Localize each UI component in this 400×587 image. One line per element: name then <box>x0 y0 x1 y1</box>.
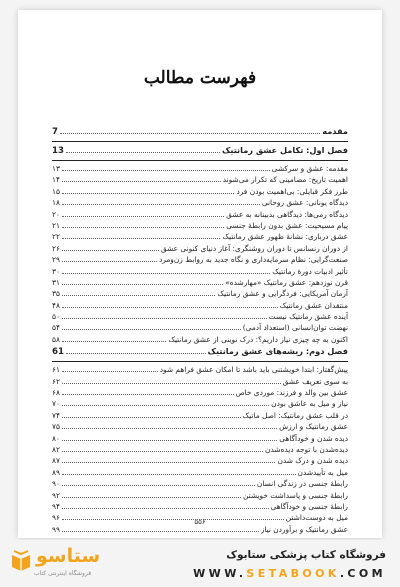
toc-page-number: ۸۰ <box>52 433 60 443</box>
toc-page-number: ۵۸ <box>52 334 60 344</box>
dot-leader <box>66 152 220 153</box>
dot-leader <box>60 133 320 134</box>
toc-entry-title: رابطهٔ جنسی و خودآگاهی <box>270 501 348 511</box>
toc-entry-title: مقدمه <box>322 126 348 136</box>
toc-entry-title: رابطهٔ جنسی و پاسداشت خویشتن <box>243 490 348 500</box>
page-number: ۵۵۶ <box>194 518 206 526</box>
toc-row[interactable] <box>52 198 348 209</box>
store-name: فروشگاه کتاب پزشکی ستابوک <box>226 549 386 561</box>
toc-entry-title: از دوران رنسانس تا دوران روشنگری: آغاز دنیای کنونی عشق <box>160 243 348 253</box>
toc-page-number: ۴۸ <box>52 300 60 310</box>
toc-row[interactable] <box>52 312 348 323</box>
toc-page-number: ۲۲ <box>52 232 60 242</box>
toc-page-number: ۲۹ <box>52 255 60 265</box>
logo-wordmark: ستاسو <box>36 545 101 567</box>
dot-leader <box>62 474 296 475</box>
dot-leader <box>62 318 267 319</box>
toc-page-number: ۳۰ <box>52 266 60 276</box>
toc-row[interactable] <box>52 491 348 502</box>
dot-leader <box>62 497 241 498</box>
toc-entry-title: مقدمه: عشق و سرکشی <box>271 164 348 173</box>
toc-row[interactable] <box>52 244 348 255</box>
dot-leader <box>62 204 260 205</box>
toc-entry-title: میل به دوست‌داشتن <box>285 513 348 523</box>
store-logo[interactable] <box>10 545 101 583</box>
dot-leader <box>62 341 166 342</box>
dot-leader <box>62 295 215 296</box>
toc-row[interactable] <box>52 255 348 266</box>
toc-row[interactable] <box>52 525 348 536</box>
toc-page-number: ۷۵ <box>52 422 60 432</box>
toc-page-number: ۲۰ <box>52 209 60 219</box>
table-of-contents <box>52 126 348 536</box>
toc-page-number: ۵۴ <box>52 323 60 333</box>
toc-entry-title: آرمان آمریکایی: فردگرایی و عشق رمانتیک <box>217 289 348 299</box>
url-prefix: WWW. <box>193 567 247 580</box>
dot-leader <box>62 193 234 194</box>
toc-page-number: ۹۲ <box>52 490 60 500</box>
toc-row[interactable] <box>52 388 348 399</box>
toc-row[interactable] <box>52 399 348 410</box>
dot-leader <box>62 451 263 452</box>
toc-page-number: ۷۴ <box>52 410 60 420</box>
toc-entry-title: دیدگاه یونانی: عشق روحانی <box>261 198 348 208</box>
toc-page-number: ۲۱ <box>52 220 60 230</box>
section-divider <box>52 160 348 161</box>
dot-leader <box>62 440 277 441</box>
toc-page-number: ۶۱ <box>52 365 60 375</box>
toc-page-number: ۹۶ <box>52 513 60 523</box>
toc-row[interactable] <box>52 221 348 232</box>
toc-entry-title: دیده‌شدن با توجه دیده‌شدن <box>265 444 348 454</box>
toc-page-number: ۲۶ <box>52 243 60 253</box>
store-footer <box>0 540 400 587</box>
toc-chapter-row[interactable] <box>52 126 348 139</box>
toc-row[interactable] <box>52 456 348 467</box>
toc-entry-title: میل به تأییدشدن <box>297 467 348 477</box>
dot-leader <box>62 405 269 406</box>
toc-entry-title: اهمیت تاریخ: مضامینی که تکرار می‌شوند <box>222 175 348 185</box>
toc-page-number: ۹۰ <box>52 479 60 489</box>
toc-page-number: 61 <box>52 347 64 358</box>
toc-row[interactable] <box>52 479 348 490</box>
toc-row[interactable] <box>52 187 348 198</box>
section-divider <box>52 141 348 142</box>
dot-leader <box>62 417 241 418</box>
toc-entry-title: عشق بین والد و فرزند: موردی خاص <box>235 388 348 398</box>
toc-entry-title: صنعت‌گرایی: نظام سرمایه‌داری و نگاه جدید به روابط زن‌ومرد <box>158 255 348 265</box>
toc-page-number: 13 <box>52 146 64 156</box>
toc-entry-title: دیدگاه رمی‌ها: دیدگاهی بدبینانه به عشق <box>226 209 348 219</box>
toc-entry-title: به سوی تعریف عشق <box>282 376 348 386</box>
toc-entry-title: آینده عشق رمانتیک نیست <box>268 312 348 322</box>
toc-row[interactable] <box>52 323 348 334</box>
logo-subtitle: فروشگاه اینترنتی کتاب <box>34 570 92 577</box>
toc-entry-title: عشق درباری: نشانهٔ ظهور عشق رمانتیک <box>222 232 348 242</box>
toc-page-number: ۱۸ <box>52 198 60 208</box>
toc-entry-title: قرن نوزدهم: عشق رمانتیک «مهارشده» <box>225 277 348 287</box>
dot-leader <box>62 216 224 217</box>
dot-leader <box>62 238 220 239</box>
book-page <box>18 10 382 538</box>
toc-row[interactable] <box>52 422 348 433</box>
toc-entry-title: رابطهٔ جنسی در زندگی انسان <box>256 479 348 489</box>
toc-entry-title: در قلب عشق رمانتیک: اصل ماتیک <box>242 410 348 420</box>
toc-page-number: ۵۰ <box>52 312 60 322</box>
dot-leader <box>62 284 223 285</box>
dot-leader <box>62 371 158 372</box>
toc-row[interactable] <box>52 289 348 300</box>
toc-row[interactable] <box>52 377 348 388</box>
toc-entry-title: فصل اول: تکامل عشق رمانتیک <box>221 145 348 155</box>
dot-leader <box>62 170 270 171</box>
toc-row[interactable] <box>52 164 348 175</box>
toc-entry-title: پیام مسیحیت: عشق بدون رابطهٔ جنسی <box>226 220 348 230</box>
toc-page-number: ۹۴ <box>52 501 60 511</box>
toc-page-number: ۳۱ <box>52 277 60 287</box>
book-icon <box>10 549 32 571</box>
toc-entry-title: اکنون به چه چیزی نیاز داریم؟: درک نوینی از عشق رمانتیک <box>168 334 348 344</box>
url-brand: SETABOOK <box>246 567 340 580</box>
toc-entry-title: دیده شدن و خودآگاهی <box>279 433 348 443</box>
dot-leader <box>62 307 278 308</box>
url-suffix: .COM <box>339 567 386 580</box>
toc-entry-title: عشق رمانتیک و برآوردن نیاز <box>260 524 348 534</box>
toc-page-number: ۶۸ <box>52 388 60 398</box>
dot-leader <box>62 181 221 182</box>
toc-row[interactable] <box>52 232 348 243</box>
toc-row[interactable] <box>52 411 348 422</box>
toc-page-number: ۸۲ <box>52 444 60 454</box>
dot-leader <box>62 329 241 330</box>
toc-entry-title: دیده شدن و درک شدن <box>277 456 348 466</box>
toc-row[interactable] <box>52 365 348 376</box>
section-divider <box>52 361 348 362</box>
dot-leader <box>62 394 234 395</box>
toc-row[interactable] <box>52 267 348 278</box>
toc-row[interactable] <box>52 445 348 456</box>
toc-page-number: ۹۹ <box>52 524 60 534</box>
toc-chapter-row[interactable] <box>52 145 348 158</box>
toc-row[interactable] <box>52 278 348 289</box>
toc-row[interactable] <box>52 434 348 445</box>
dot-leader <box>62 273 270 274</box>
page-title: فهرست مطالب <box>143 68 257 88</box>
toc-page-number: ۱۵ <box>52 186 60 196</box>
dot-leader <box>62 508 269 509</box>
toc-row[interactable] <box>52 210 348 221</box>
toc-page-number: ۶۲ <box>52 376 60 386</box>
toc-entry-title: فصل دوم: ریشه‌های عشق رمانتیک <box>207 346 348 357</box>
toc-page-number: ۷۰ <box>52 399 60 409</box>
toc-row[interactable] <box>52 175 348 186</box>
store-url[interactable] <box>193 567 386 580</box>
toc-entry-title: تأثیر ادبیات دورهٔ رمانتیک <box>272 266 348 276</box>
toc-row[interactable] <box>52 502 348 513</box>
toc-page-number: 7 <box>52 127 58 137</box>
toc-entry-title: پیش‌گفتار: ابتدا خویشتنی باید باشد تا امکان عشق فراهم شود <box>159 365 348 375</box>
dot-leader <box>62 261 157 262</box>
toc-page-number: ۱۳ <box>52 164 60 173</box>
toc-entry-title: نیاز و میل به عاشق بودن <box>271 399 348 409</box>
toc-row[interactable] <box>52 468 348 479</box>
dot-leader <box>62 383 281 384</box>
dot-leader <box>62 462 276 463</box>
toc-entry-title: طرز فکر قبایلی: بی‌اهمیت بودن فرد <box>236 186 348 196</box>
toc-entry-title: عشق رمانتیک و ارزش <box>279 422 348 432</box>
dot-leader <box>62 227 224 228</box>
toc-row[interactable] <box>52 335 348 346</box>
dot-leader <box>62 485 255 486</box>
dot-leader <box>62 250 159 251</box>
toc-page-number: ۱۴ <box>52 175 60 185</box>
toc-page-number: ۳۵ <box>52 289 60 299</box>
toc-page-number: ۸۷ <box>52 456 60 466</box>
toc-chapter-row[interactable] <box>52 346 348 359</box>
toc-entry-title: منتقدان عشق رمانتیک <box>279 300 348 310</box>
toc-page-number: ۸۹ <box>52 467 60 477</box>
dot-leader <box>62 531 259 532</box>
dot-leader <box>66 353 206 354</box>
toc-row[interactable] <box>52 301 348 312</box>
toc-entry-title: نهضت توان‌انسانی (استعداد آدمی) <box>242 323 348 333</box>
dot-leader <box>62 428 277 429</box>
